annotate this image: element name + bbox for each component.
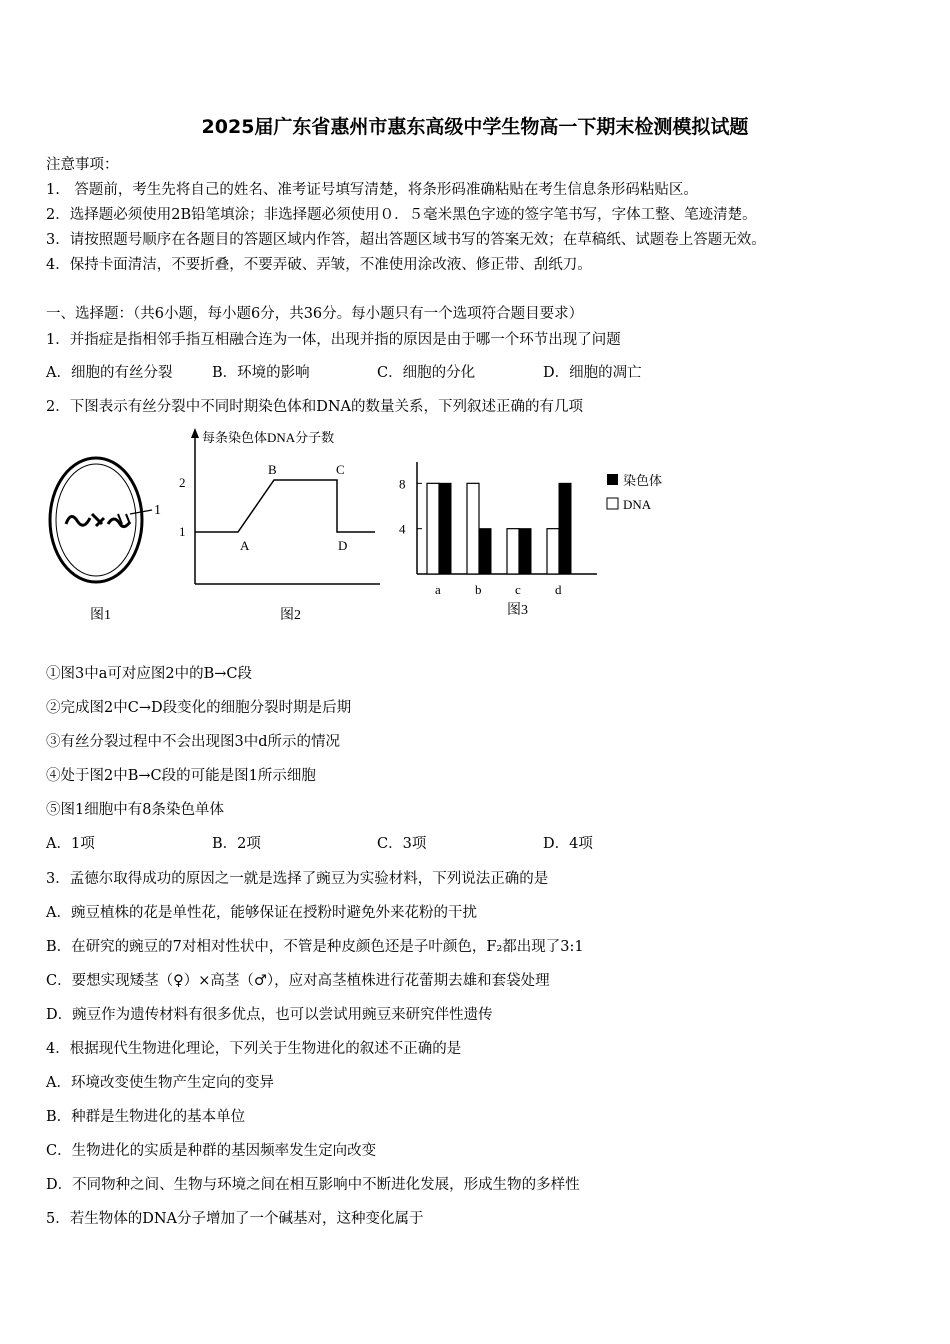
question-5-stem: 5．若生物体的DNA分子增加了一个碱基对，这种变化属于 — [46, 1211, 424, 1227]
notice-heading: 注意事项： — [46, 157, 119, 173]
notice-item: 2．选择题必须使用2B铅笔填涂；非选择题必须使用０．５毫米黑色字迹的签字笔书写，字体工整、笔迹清楚。 — [46, 207, 757, 223]
bar-dna-a — [427, 483, 439, 574]
bar-dna-b — [467, 483, 479, 574]
figure-2-caption: 图2 — [280, 608, 301, 623]
figure-1 — [44, 452, 174, 592]
figure-2 — [170, 424, 385, 594]
figure-3-chart — [395, 462, 685, 622]
option-c[interactable]: C．生物进化的实质是种群的基因频率发生定向改变 — [46, 1143, 377, 1159]
option-b[interactable]: B．种群是生物进化的基本单位 — [46, 1109, 246, 1125]
figure-1-caption: 图1 — [90, 608, 111, 623]
option-c[interactable]: C．3项 — [377, 836, 427, 852]
option-d[interactable]: D．细胞的凋亡 — [543, 365, 642, 381]
figure-1-label: 1 — [154, 503, 161, 518]
y-tick-2: 2 — [179, 475, 186, 490]
bar-chromosome-b — [479, 529, 491, 574]
point-d-label: D — [338, 538, 348, 553]
bar-dna-d — [547, 529, 559, 574]
category-label-b: b — [475, 582, 482, 597]
y-tick-label: 4 — [399, 521, 406, 537]
option-c[interactable]: C．要想实现矮茎（♀）×高茎（♂），应对高茎植株进行花蕾期去雄和套袋处理 — [46, 973, 550, 989]
option-d[interactable]: D．不同物种之间、生物与环境之间在相互影响中不断进化发展，形成生物的多样性 — [46, 1177, 580, 1193]
option-d[interactable]: D．豌豆作为遗传材料有很多优点，也可以尝试用豌豆来研究伴性遗传 — [46, 1007, 493, 1023]
point-a-label: A — [240, 538, 250, 553]
y-tick-label: 8 — [399, 476, 406, 492]
statement-5: ⑤图1细胞中有8条染色单体 — [46, 802, 224, 818]
option-a[interactable]: A．1项 — [46, 836, 95, 852]
notice-item: 3．请按照题号顺序在各题目的答题区域内作答，超出答题区域书写的答案无效；在草稿纸、试题卷上答题无效。 — [46, 232, 766, 248]
legend-label-dna: DNA — [623, 497, 652, 512]
statement-3: ③有丝分裂过程中不会出现图3中d所示的情况 — [46, 734, 341, 750]
option-c[interactable]: C．细胞的分化 — [377, 365, 476, 381]
category-label-a: a — [435, 582, 441, 597]
option-a[interactable]: A．细胞的有丝分裂 — [46, 365, 173, 381]
option-d[interactable]: D．4项 — [543, 836, 593, 852]
question-4-stem: 4．根据现代生物进化理论，下列关于生物进化的叙述不正确的是 — [46, 1041, 462, 1057]
bar-dna-c — [507, 529, 519, 574]
option-b[interactable]: B．环境的影响 — [212, 365, 310, 381]
bar-chromosome-c — [519, 529, 531, 574]
point-c-label: C — [336, 462, 345, 477]
question-3-stem: 3．孟德尔取得成功的原因之一就是选择了豌豆为实验材料，下列说法正确的是 — [46, 871, 549, 887]
question-2-stem: 2．下图表示有丝分裂中不同时期染色体和DNA的数量关系，下列叙述正确的有几项 — [46, 399, 584, 415]
point-b-label: B — [268, 462, 277, 477]
option-b[interactable]: B．2项 — [212, 836, 261, 852]
statement-2: ②完成图2中C→D段变化的细胞分裂时期是后期 — [46, 700, 352, 716]
legend-swatch-chromosome — [607, 474, 618, 485]
notice-item: 1. 答题前，考生先将自己的姓名、准考证号填写清楚，将条形码准确粘贴在考生信息条形码粘贴区。 — [46, 182, 698, 198]
option-a[interactable]: A．豌豆植株的花是单性花，能够保证在授粉时避免外来花粉的干扰 — [46, 905, 477, 921]
legend-swatch-dna — [607, 498, 618, 509]
category-label-c: c — [515, 582, 521, 597]
page-title: 2025届广东省惠州市惠东高级中学生物高一下期末检测模拟试题 — [201, 116, 749, 138]
option-a[interactable]: A．环境改变使生物产生定向的变异 — [46, 1075, 274, 1091]
notice-item: 4．保持卡面清洁，不要折叠，不要弄破、弄皱，不准使用涂改液、修正带、刮纸刀。 — [46, 257, 592, 273]
y-tick-1: 1 — [179, 524, 186, 539]
section-heading: 一、选择题：（共6小题，每小题6分，共36分。每小题只有一个选项符合题目要求） — [46, 306, 584, 322]
question-1-stem: 1．并指症是指相邻手指互相融合连为一体，出现并指的原因是由于哪一个环节出现了问题 — [46, 332, 621, 348]
statement-4: ④处于图2中B→C段的可能是图1所示细胞 — [46, 768, 316, 784]
figure-2-ylabel: 每条染色体DNA分子数 — [202, 430, 335, 445]
bar-chromosome-d — [559, 483, 571, 574]
statement-1: ①图3中a可对应图2中的B→C段 — [46, 666, 252, 682]
legend-label-chromosome: 染色体 — [623, 473, 663, 488]
bar-chromosome-a — [439, 483, 451, 574]
figure-3-caption: 图3 — [507, 603, 528, 618]
option-b[interactable]: B．在研究的豌豆的7对相对性状中，不管是种皮颜色还是子叶颜色，F₂都出现了3:1 — [46, 939, 584, 955]
category-label-d: d — [555, 582, 562, 597]
